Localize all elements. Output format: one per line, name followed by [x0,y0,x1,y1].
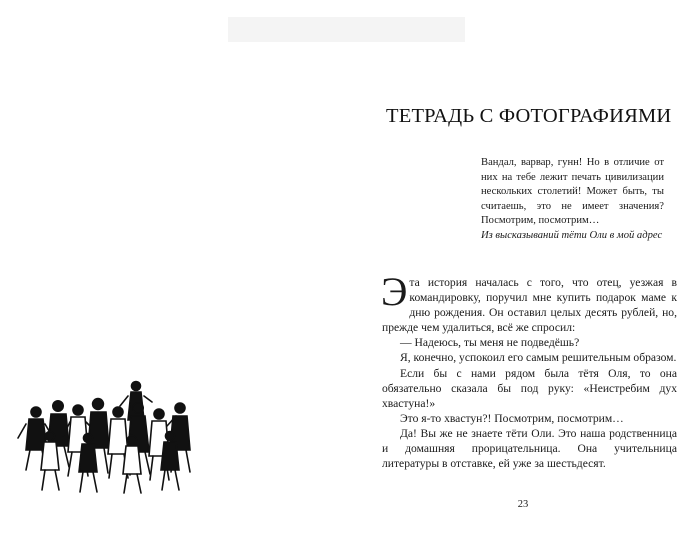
paragraph: Если бы с нами рядом была тётя Оля, то она обязательно сказала бы под руку: «Неистребим дух хвастуна!» [382,366,677,410]
crowd-of-children-illustration [14,372,204,497]
epigraph-text: Вандал, варвар, гунн! Но в отличие от них на тебе лежит печать цивилизации нескольких столетий! Может быть, ты считаешь, это не имеет значения? Посмотрим, посмотрим… [481,157,664,227]
paragraph: — Надеюсь, ты меня не подведёшь? [400,336,580,350]
epigraph [481,156,664,244]
top-header-band [228,17,465,42]
epigraph-source: Из высказываний тёти Оли в мой адрес [481,229,663,241]
drop-cap: Э [381,269,408,314]
paragraph: Да! Вы же не знаете тёти Оли. Это наша родственница и домашняя прорицательница. Она учительница литературы в отставке, ей уже за шестьдесят. [382,426,677,471]
paragraph: Эта история началась с того, что отец, уезжая в командировку, поручил мне купить подарок маме к дню рождения. Он оставил целых десять рублей, но, прежде чем удалиться, всё же спросил: [381,269,677,335]
body-text [381,269,677,471]
paragraph: Я, конечно, успокоил его самым решительным образом. [400,351,677,365]
page-number: 23 [517,499,529,510]
paragraph: Это я-то хвастун?! Посмотрим, посмотрим… [400,411,624,425]
chapter-title: ТЕТРАДЬ С ФОТОГРАФИЯМИ [386,105,672,127]
